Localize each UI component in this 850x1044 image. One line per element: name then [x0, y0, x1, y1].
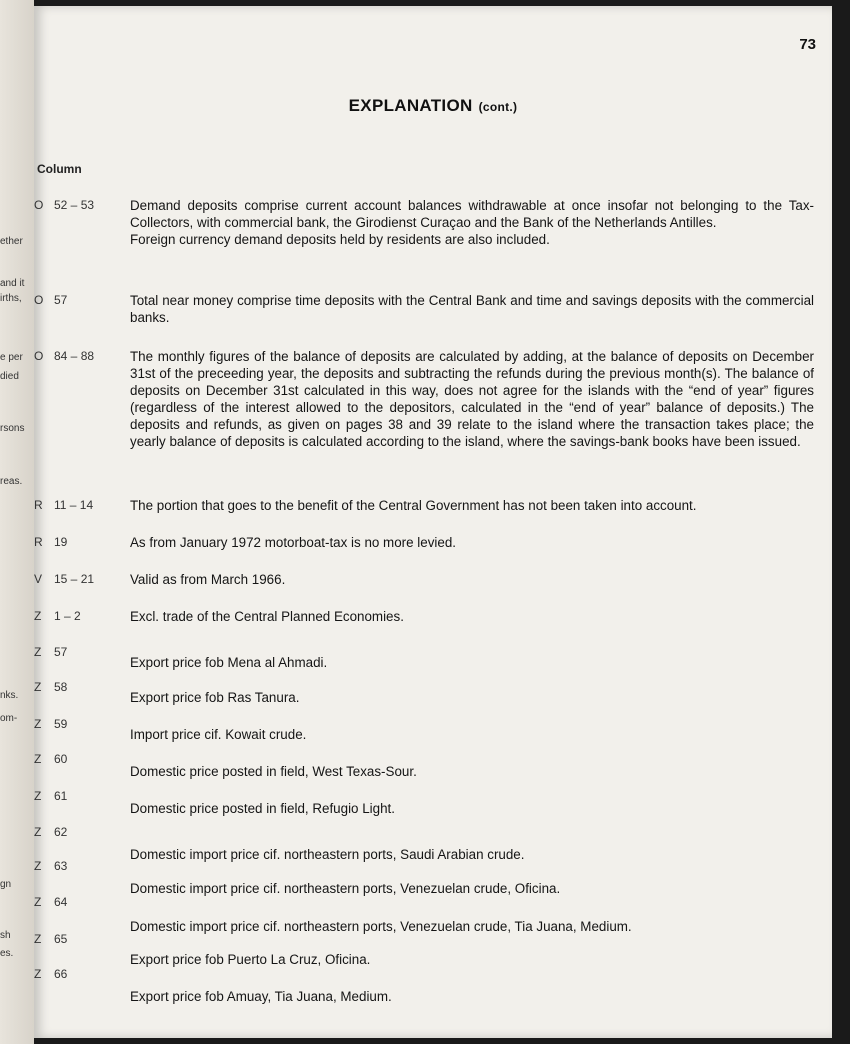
column-range: 52 – 53 — [54, 198, 95, 212]
column-letter: Z — [34, 789, 42, 803]
column-range: 59 — [54, 717, 68, 731]
prev-page-fragment: gn — [0, 879, 12, 890]
column-code — [34, 717, 124, 731]
prev-page-fragment: reas. — [0, 476, 23, 487]
column-code — [34, 859, 124, 873]
column-range: 11 – 14 — [54, 498, 94, 512]
column-range: 64 — [54, 895, 68, 909]
column-code — [34, 572, 124, 586]
column-letter: O — [34, 349, 44, 363]
column-code — [34, 967, 124, 981]
column-heading: Column — [37, 162, 82, 176]
entry-paragraph: Export price fob Puerto La Cruz, Oficina. — [130, 952, 371, 967]
prev-page-fragment: and it — [0, 278, 25, 289]
entry-description — [130, 534, 814, 551]
entry-paragraph: Domestic import price cif. northeastern ports, Venezuelan crude, Oficina. — [130, 881, 561, 896]
previous-page-edge — [0, 0, 34, 1044]
column-range: 57 — [54, 293, 68, 307]
column-range: 65 — [54, 932, 68, 946]
column-letter: V — [34, 572, 43, 586]
prev-page-fragment: es. — [0, 948, 14, 959]
entry-paragraph: Valid as from March 1966. — [130, 572, 286, 587]
prev-page-fragment: e per — [0, 352, 23, 363]
column-letter: Z — [34, 645, 42, 659]
column-code — [34, 535, 124, 549]
prev-page-fragment: sh — [0, 930, 11, 941]
entry-paragraph: The portion that goes to the benefit of the Central Government has not been taken into account. — [130, 498, 697, 513]
prev-page-fragment: om- — [0, 713, 18, 724]
column-code — [34, 932, 124, 946]
column-letter: R — [34, 535, 43, 549]
column-letter: O — [34, 198, 44, 212]
column-range: 66 — [54, 967, 68, 981]
column-range: 19 — [54, 535, 68, 549]
column-code — [34, 645, 124, 659]
column-letter: Z — [34, 932, 42, 946]
entry-description — [130, 608, 814, 625]
entry-paragraph: Export price fob Ras Tanura. — [130, 690, 300, 705]
entry-paragraph: Domestic price posted in field, West Texas-Sour. — [130, 764, 417, 779]
entry-description — [130, 571, 814, 588]
column-letter: Z — [34, 895, 42, 909]
column-letter: Z — [34, 859, 42, 873]
prev-page-fragment: ether — [0, 236, 23, 247]
column-letter: R — [34, 498, 43, 512]
column-range: 60 — [54, 752, 68, 766]
prev-page-fragment: irths, — [0, 293, 22, 304]
entry-description — [130, 292, 814, 326]
entry-paragraph: Domestic price posted in field, Refugio Light. — [130, 801, 395, 816]
entry-description — [130, 846, 814, 863]
column-letter: Z — [34, 680, 42, 694]
column-range: 84 – 88 — [54, 349, 95, 363]
column-code — [34, 789, 124, 803]
entry-description — [130, 763, 814, 780]
entry-description — [130, 197, 814, 248]
column-code — [34, 825, 124, 839]
entry-paragraph: Demand deposits comprise current account balances withdrawable at once insofar not belonging to the Tax- Collectors, with commercial bank, the Girodienst Curaçao and the Bank of the Netherlands Antilles. — [130, 198, 814, 230]
entry-description — [130, 497, 814, 514]
entry-paragraph: Export price fob Mena al Ahmadi. — [130, 655, 328, 670]
column-letter: Z — [34, 752, 42, 766]
entry-paragraph: Total near money comprise time deposits with the Central Bank and time and savings deposits with the commercial banks. — [130, 293, 814, 325]
column-code — [34, 895, 124, 909]
entry-description — [130, 654, 814, 671]
document-page — [34, 6, 832, 1038]
column-code — [34, 198, 124, 212]
column-letter: Z — [34, 717, 42, 731]
column-range: 15 – 21 — [54, 572, 95, 586]
prev-page-fragment: rsons — [0, 423, 25, 434]
column-range: 63 — [54, 859, 68, 873]
column-letter: Z — [34, 967, 42, 981]
column-range: 57 — [54, 645, 68, 659]
column-code — [34, 680, 124, 694]
column-range: 62 — [54, 825, 68, 839]
entry-description — [130, 918, 814, 935]
column-code — [34, 293, 124, 307]
entry-description — [130, 880, 814, 897]
column-range: 1 – 2 — [54, 609, 81, 623]
column-range: 61 — [54, 789, 68, 803]
entry-description — [130, 726, 814, 743]
column-code — [34, 349, 124, 363]
column-letter: Z — [34, 825, 42, 839]
title-text: EXPLANATION — [348, 96, 473, 115]
page-title — [34, 96, 832, 116]
entry-paragraph: The monthly figures of the balance of deposits are calculated by adding, at the balance of deposits on December 31st of the preceeding year, the deposits and subtracting the refunds during the previous month(s). The balance of deposits on December 31st calculated in this way, does not agree for the islands with the “end of year” figures (regardless of the interest allowed to the depositors, calculated in the “end of year” balance of deposits.) The deposits and refunds, as given on pages 38 and 39 relate to the island where the transaction takes place; the yearly balance of deposits is calculated according to the island, where the savings-bank books have been issued. — [130, 349, 814, 449]
column-code — [34, 498, 124, 512]
entry-paragraph: Foreign currency demand deposits held by residents are also included. — [130, 232, 550, 247]
entry-description — [130, 951, 814, 968]
column-letter: Z — [34, 609, 42, 623]
column-code — [34, 609, 124, 623]
entry-description — [130, 800, 814, 817]
column-code — [34, 752, 124, 766]
entry-paragraph: As from January 1972 motorboat-tax is no more levied. — [130, 535, 456, 550]
prev-page-fragment: nks. — [0, 690, 19, 701]
title-subtitle: (cont.) — [478, 100, 518, 114]
column-letter: O — [34, 293, 44, 307]
entry-paragraph: Domestic import price cif. northeastern ports, Saudi Arabian crude. — [130, 847, 525, 862]
column-range: 58 — [54, 680, 68, 694]
entry-paragraph: Domestic import price cif. northeastern ports, Venezuelan crude, Tia Juana, Medium. — [130, 919, 632, 934]
entry-paragraph: Import price cif. Kowait crude. — [130, 727, 307, 742]
entry-paragraph: Excl. trade of the Central Planned Economies. — [130, 609, 404, 624]
entry-description — [130, 689, 814, 706]
entry-description — [130, 348, 814, 450]
prev-page-fragment: died — [0, 371, 19, 382]
entry-description — [130, 988, 814, 1005]
entry-paragraph: Export price fob Amuay, Tia Juana, Medium. — [130, 989, 392, 1004]
page-number: 73 — [799, 36, 816, 53]
